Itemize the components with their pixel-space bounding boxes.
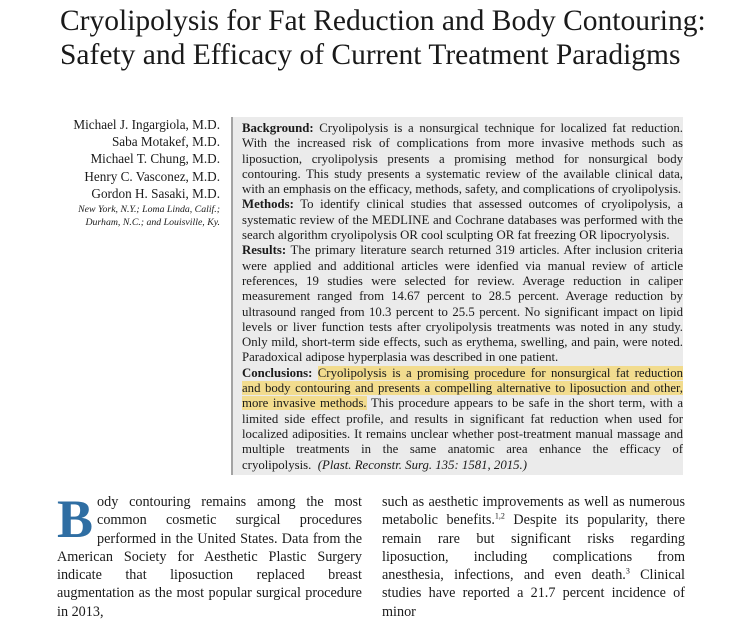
article-title: Cryolipolysis for Fat Reduction and Body Contouring: Safety and Efficacy of Current Treatment Paradigms bbox=[60, 5, 706, 71]
body-paragraph bbox=[57, 489, 362, 621]
body-column-left bbox=[57, 489, 362, 621]
abstract-conclusions bbox=[242, 366, 683, 473]
reference-marker[interactable]: 3 bbox=[625, 566, 630, 576]
drop-cap: B bbox=[57, 489, 94, 549]
body-text: such as aesthetic improvements as well as numerous metabolic benefits. bbox=[382, 494, 685, 529]
conclusions-highlight: Cryolipolysis is a promising procedure for nonsurgical fat reduction and body contouring and presents a compelling alternative to liposuction and other, more invasive methods. bbox=[242, 365, 683, 411]
abstract-background bbox=[242, 121, 683, 197]
methods-heading: Methods: bbox=[242, 197, 294, 212]
abstract-results bbox=[242, 243, 683, 365]
body-column-right bbox=[382, 493, 685, 621]
reference-marker[interactable]: 1,2 bbox=[494, 511, 505, 521]
citation: (Plast. Reconstr. Surg. 135: 1581, 2015.) bbox=[317, 457, 527, 472]
abstract-methods bbox=[242, 197, 683, 243]
conclusions-heading: Conclusions: bbox=[242, 365, 313, 380]
author-name: Henry C. Vasconez, M.D. bbox=[84, 168, 220, 184]
body-paragraph bbox=[382, 493, 685, 621]
background-text: Cryolipolysis is a nonsurgical technique for localized fat reduction. With the increased risk of complications from more invasive methods such as liposuction, cryolipolysis presents a promising method for nonsurgical body contouring. This study presents a systematic review of the available clinical data, with an emphasis on the efficacy, methods, safety, and complications of cryolipolysis. bbox=[242, 121, 683, 197]
author-name: Michael J. Ingargiola, M.D. bbox=[73, 117, 220, 132]
methods-text: To identify clinical studies that assessed outcomes of cryolipolysis, a systematic review of the MEDLINE and Cochrane databases was performed with the search algorithm cryolipolysis OR cool sculpting OR fat freezing OR lipocryolysis. bbox=[242, 197, 683, 243]
affiliation-line: Durham, N.C.; and Louisville, Ky. bbox=[85, 217, 220, 229]
conclusions-text: This procedure appears to be safe in the short term, with a limited side effect profile, and results in significant fat reduction when used for localized adiposities. It remains unclear whether post-treatment manual massage and multiple treatments in the same anatomic area enhance the efficacy of cryolipolysis. bbox=[242, 396, 684, 472]
body-text: Clinical studies have reported a 21.7 percent incidence of minor bbox=[382, 567, 685, 620]
affiliation-line: New York, N.Y.; Loma Linda, Calif.; bbox=[78, 204, 220, 215]
author-name: Saba Motakef, M.D. bbox=[111, 134, 220, 150]
affiliations bbox=[52, 203, 220, 229]
background-heading: Background: bbox=[242, 121, 314, 135]
abstract-box bbox=[231, 117, 683, 475]
author-name: Michael T. Chung, M.D. bbox=[90, 151, 220, 167]
results-heading: Results: bbox=[242, 243, 287, 258]
author-list bbox=[52, 116, 220, 202]
results-text: The primary literature search returned 319 articles. After inclusion criteria were applied and additional articles were idenfied via manual review of article references, 19 studies were selected for review. Average reduction in caliper measurement ranged from 14.67 percent to 28.5 percent. Average reduction by ultrasound ranged from 10.3 percent to 25.5 percent. No significant impact on lipid levels or liver function tests after cryolipolysis treatments was noted in any study. Only mild, short-term side effects, such as erythema, swelling, and pain, were noted. Paradoxical adipose hyperplasia was described in one patient. bbox=[242, 243, 683, 365]
body-text: Despite its popularity, there remain rare but significant risks regarding liposuction, including complications from anesthesia, infections, and even death. bbox=[382, 512, 685, 584]
body-text: ody contouring remains among the most common cosmetic surgical procedures performed in the United States. Data from the American Society for Aesthetic Plastic Surgery indicate that liposuction replaced breast augmentation as the most popular surgical procedure in 2013, bbox=[57, 494, 362, 620]
author-name: Gordon H. Sasaki, M.D. bbox=[91, 185, 220, 201]
